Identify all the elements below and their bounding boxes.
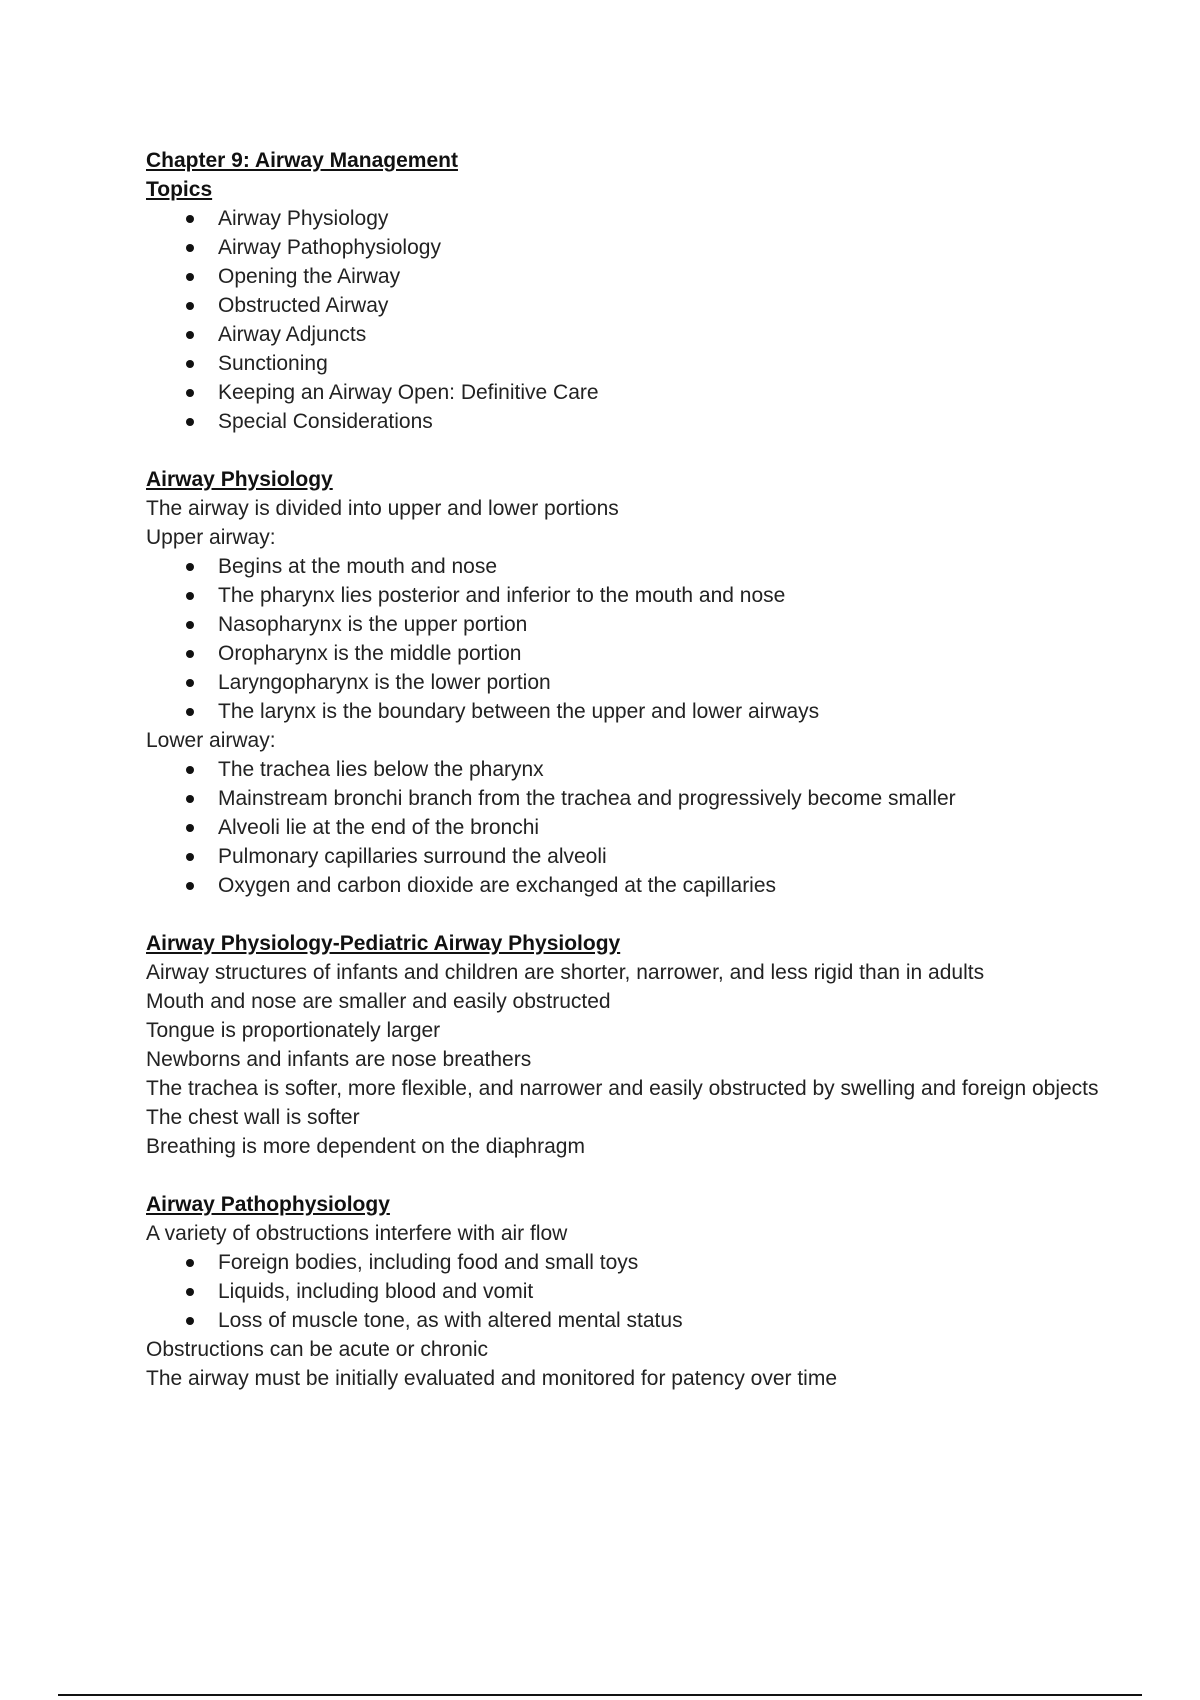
list-item: The pharynx lies posterior and inferior to the mouth and nose xyxy=(146,581,1106,610)
list-item: Mainstream bronchi branch from the trachea and progressively become smaller xyxy=(146,784,1106,813)
list-item: Oropharynx is the middle portion xyxy=(146,639,1106,668)
text-line: Newborns and infants are nose breathers xyxy=(146,1048,532,1071)
list-item: Alveoli lie at the end of the bronchi xyxy=(146,813,1106,842)
chapter-title: Chapter 9: Airway Management xyxy=(146,149,458,172)
list-item: Special Considerations xyxy=(146,407,1106,436)
list-item: Airway Pathophysiology xyxy=(146,233,1106,262)
topics-heading: Topics xyxy=(146,178,213,201)
list-item: Airway Physiology xyxy=(146,204,1106,233)
physiology-heading: Airway Physiology xyxy=(146,468,333,491)
list-item: Obstructed Airway xyxy=(146,291,1106,320)
text-line: Mouth and nose are smaller and easily obstructed xyxy=(146,990,611,1013)
list-item: Airway Adjuncts xyxy=(146,320,1106,349)
text-line: The airway must be initially evaluated and monitored for patency over time xyxy=(146,1367,838,1390)
list-item: Sunctioning xyxy=(146,349,1106,378)
list-item: Oxygen and carbon dioxide are exchanged at the capillaries xyxy=(146,871,1106,900)
obstruction-list xyxy=(146,1248,1106,1335)
list-item: Nasopharynx is the upper portion xyxy=(146,610,1106,639)
physiology-intro: The airway is divided into upper and lower portions xyxy=(146,497,619,520)
text-line: Breathing is more dependent on the diaphragm xyxy=(146,1135,585,1158)
list-item: Keeping an Airway Open: Definitive Care xyxy=(146,378,1106,407)
section-gap xyxy=(146,1161,1106,1190)
list-item: The larynx is the boundary between the upper and lower airways xyxy=(146,697,1106,726)
text-line: Tongue is proportionately larger xyxy=(146,1019,441,1042)
lower-airway-list xyxy=(146,755,1106,900)
topics-list xyxy=(146,204,1106,436)
list-item: Opening the Airway xyxy=(146,262,1106,291)
text-line: The chest wall is softer xyxy=(146,1106,360,1129)
text-line: The trachea is softer, more flexible, and narrower and easily obstructed by swelling and foreign objects xyxy=(146,1077,1099,1100)
list-item: The trachea lies below the pharynx xyxy=(146,755,1106,784)
list-item: Foreign bodies, including food and small toys xyxy=(146,1248,1106,1277)
list-item: Laryngopharynx is the lower portion xyxy=(146,668,1106,697)
text-line: Obstructions can be acute or chronic xyxy=(146,1338,489,1361)
pathophysiology-intro: A variety of obstructions interfere with air flow xyxy=(146,1222,568,1245)
list-item: Liquids, including blood and vomit xyxy=(146,1277,1106,1306)
section-gap xyxy=(146,436,1106,465)
text-line: Airway structures of infants and children are shorter, narrower, and less rigid than in adults xyxy=(146,961,985,984)
page-bottom-rule xyxy=(58,1694,1142,1696)
pediatric-heading: Airway Physiology-Pediatric Airway Physiology xyxy=(146,932,621,955)
section-gap xyxy=(146,900,1106,929)
list-item: Loss of muscle tone, as with altered mental status xyxy=(146,1306,1106,1335)
upper-airway-list xyxy=(146,552,1106,726)
lower-airway-label: Lower airway: xyxy=(146,729,276,752)
list-item: Begins at the mouth and nose xyxy=(146,552,1106,581)
pathophysiology-heading: Airway Pathophysiology xyxy=(146,1193,390,1216)
document-page xyxy=(146,146,1106,1393)
upper-airway-label: Upper airway: xyxy=(146,526,276,549)
list-item: Pulmonary capillaries surround the alveoli xyxy=(146,842,1106,871)
